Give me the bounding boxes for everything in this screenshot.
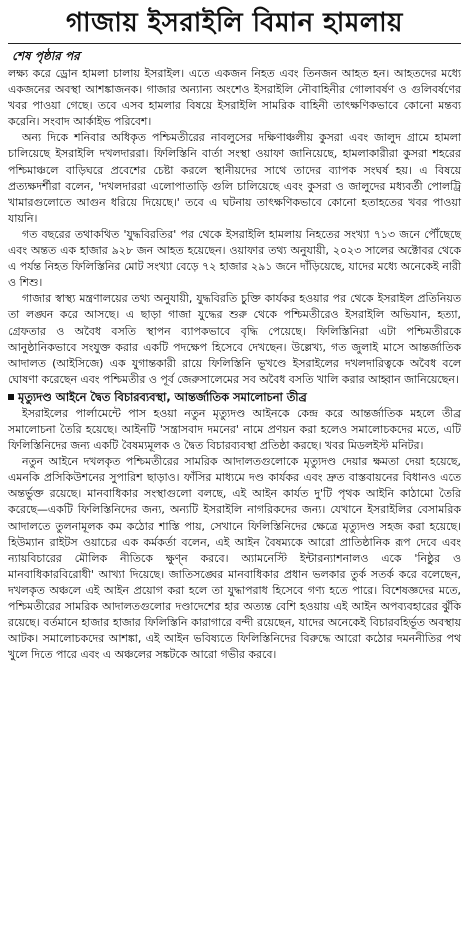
paragraph: লক্ষ্য করে ড্রোন হামলা চালায় ইসরাইল। এতে একজন নিহত এবং তিনজন আহত হন। আহতদের মধ্যে একজনের অবস্থা আশঙ্কাজনক। গাজার অন্যান্য অংশেও ইসরাইলি নৌবাহিনীর গোলাবর্ষণ ও গুলিবর্ষণের খবর পাওয়া গেছে। তবে এসব হামলার বিষয়ে ইসরাইলি সামরিক বাহিনী তাৎক্ষণিকভাবে কোনো মন্তব্য করেনি। সংবাদ আর্কাইভ পরিবেশ। [8, 67, 461, 129]
headline-divider [8, 43, 461, 44]
continued-label: শেষ পৃষ্ঠার পর [12, 49, 80, 63]
paragraph: অন্য দিকে শনিবার অধিকৃত পশ্চিমতীরের নাবলুসের দক্ষিণাঞ্চলীয় কুসরা এবং জালুদ গ্রামে হামলা চালিয়েছে ইসরাইলি দখলদাররা। ফিলিস্তিনি বার্তা সংস্থা ওয়াফা জানিয়েছে, হামলাকারীরা কুসরা শহরের পশ্চিমাঞ্চলে বাড়িঘরে প্রবেশের চেষ্টা করলে স্থানীয়দের সাথে তাদের ব্যাপক সংঘর্ষ হয়। এ বিষয়ে প্রত্যক্ষদর্শীরা বলেন, 'দখলদাররা এলোপাতাড়ি গুলি চালিয়েছে এবং কুসরা ও জালুদের মধ্যবর্তী পোলট্রি খামারগুলোতে আগুন ধরিয়ে দিয়েছে।' তবে এ ঘটনায় তাৎক্ষণিকভাবে কোনো হতাহতের খবর পাওয়া যায়নি। [8, 131, 461, 225]
subheading-text: মৃত্যুদণ্ড আইনে দ্বৈত বিচারব্যবস্থা, আন্তর্জাতিক সমালোচনা তীব্র [18, 389, 307, 404]
paragraph: নতুন আইনে দখলকৃত পশ্চিমতীরের সামরিক আদালতগুলোকে মৃত্যুদণ্ড দেয়ার ক্ষমতা দেয়া হয়েছে, এমনকি প্রসিকিউশনের সুপারিশ ছাড়াও। ফাঁসির মাধ্যমে দণ্ড কার্যকর এবং দ্রুত বাস্তবায়নের বিধানও এতে অন্তর্ভুক্ত রয়েছে। মানবাধিকার সংস্থাগুলো বলছে, এই আইন কার্যত দু'টি পৃথক আইনি কাঠামো তৈরি করেছে—একটি ফিলিস্তিনিদের জন্য, অন্যটি ইসরাইলি নাগরিকদের জন্য। যেখানে ইসরাইলির বেসামরিক আদালতে তুলনামূলক কম কঠোর শাস্তি পায়, সেখানে ফিলিস্তিনিদের ক্ষেত্রে মৃত্যুদণ্ড সহজ করা হয়েছে। হিউম্যান রাইটস ওয়াচের এক কর্মকর্তা বলেন, এই আইন বৈষম্যকে আরো প্রাতিষ্ঠানিক রূপ দেবে এবং ন্যায়বিচারের মৌলিক নীতিকে ক্ষুণ্ন করবে। অ্যামনেস্টি ইন্টারন্যাশনালও একে 'নিষ্ঠুর ও মানবাধিকারবিরোধী' আখ্যা দিয়েছে। জাতিসঙ্ঘের মানবাধিকার প্রধান ভলকার তুর্ক সতর্ক করে বলেছেন, দখলকৃত অঞ্চলে এই আইন প্রয়োগ করা হলে তা যুদ্ধাপরাধ হিসেবে গণ্য হতে পারে। বিশেষজ্ঞদের মতে, পশ্চিমতীরের সামরিক আদালতগুলোর দণ্ডাদেশের হার অত্যন্ত বেশি হওয়ায় এই আইন অপব্যবহারের ঝুঁকি রয়েছে। বর্তমানে হাজার হাজার ফিলিস্তিনি কারাগারে বন্দী রয়েছেন, যাদের অনেকেই বিচারবহির্ভূত অবস্থায় আটক। সমালোচকদের আশঙ্কা, এই আইন ভবিষ্যতে ফিলিস্তিনিদের বিরুদ্ধে আরো কঠোর দমননীতির পথ খুলে দিতে পারে এবং এ অঞ্চলের সঙ্কটকে আরো গভীর করবে। [8, 455, 461, 662]
square-bullet-icon [8, 394, 14, 400]
paragraph: গাজার স্বাস্থ্য মন্ত্রণালয়ের তথ্য অনুযায়ী, যুদ্ধবিরতি চুক্তি কার্যকর হওয়ার পর থেকে ইসরাইল প্রতিনিয়ত তা লঙ্ঘন করে আসছে। এ ছাড়া গাজা যুদ্ধের শুরু থেকে পশ্চিমতীরেও ইসরাইলি অভিযান, হত্যা, গ্রেফতার ও অবৈধ বসতি স্থাপন ব্যাপকভাবে বৃদ্ধি পেয়েছে। ফিলিস্তিনিরা এটা পশ্চিমতীরকে আনুষ্ঠানিকভাবে সংযুক্ত করার একটি পদক্ষেপ হিসেবে দেখছেন। উল্লেখ্য, গত জুলাই মাসে আন্তর্জাতিক আদালত (আইসিজে) এক যুগান্তকারী রায়ে ফিলিস্তিনি ভূখণ্ডে ইসরাইলের দখলদারিত্বকে অবৈধ বলে ঘোষণা করেছেন এবং পশ্চিমতীর ও পূর্ব জেরুসালেমের সব অবৈধ বসতি খালি করার আহ্বান জানিয়েছেন। [8, 292, 461, 386]
paragraph: গত বছরের তথাকথিত 'যুদ্ধবিরতির' পর থেকে ইসরাইলি হামলায় নিহতের সংখ্যা ৭১৩ জনে পৌঁছেছে এবং অন্তত এক হাজার ৯২৮ জন আহত হয়েছেন। ওয়াফার তথ্য অনুযায়ী, ২০২৩ সালের অক্টোবর থেকে এ পর্যন্ত নিহত ফিলিস্তিনির মোট সংখ্যা বেড়ে ৭২ হাজার ২৯১ জনে দাঁড়িয়েছে, যাদের মধ্যে অনেকেই নারী ও শিশু। [8, 227, 461, 290]
headline: গাজায় ইসরাইলি বিমান হামলায় [66, 8, 403, 38]
article-body [8, 66, 461, 663]
paragraph: ইসরাইলের পার্লামেন্টে পাস হওয়া নতুন মৃত্যুদণ্ড আইনকে কেন্দ্র করে আন্তর্জাতিক মহলে তীব্র সমালোচনা তৈরি হয়েছে। আইনটি 'সন্ত্রাসবাদ দমনের' নামে প্রণয়ন করা হলেও সমালোচকদের মতে, এটি ফিলিস্তিনিদের জন্য একটি বৈষম্যমূলক ও দ্বৈত বিচারব্যবস্থা প্রতিষ্ঠা করছে। খবর মিডলইস্ট মনিটর। [8, 406, 461, 453]
subheading [8, 389, 461, 406]
